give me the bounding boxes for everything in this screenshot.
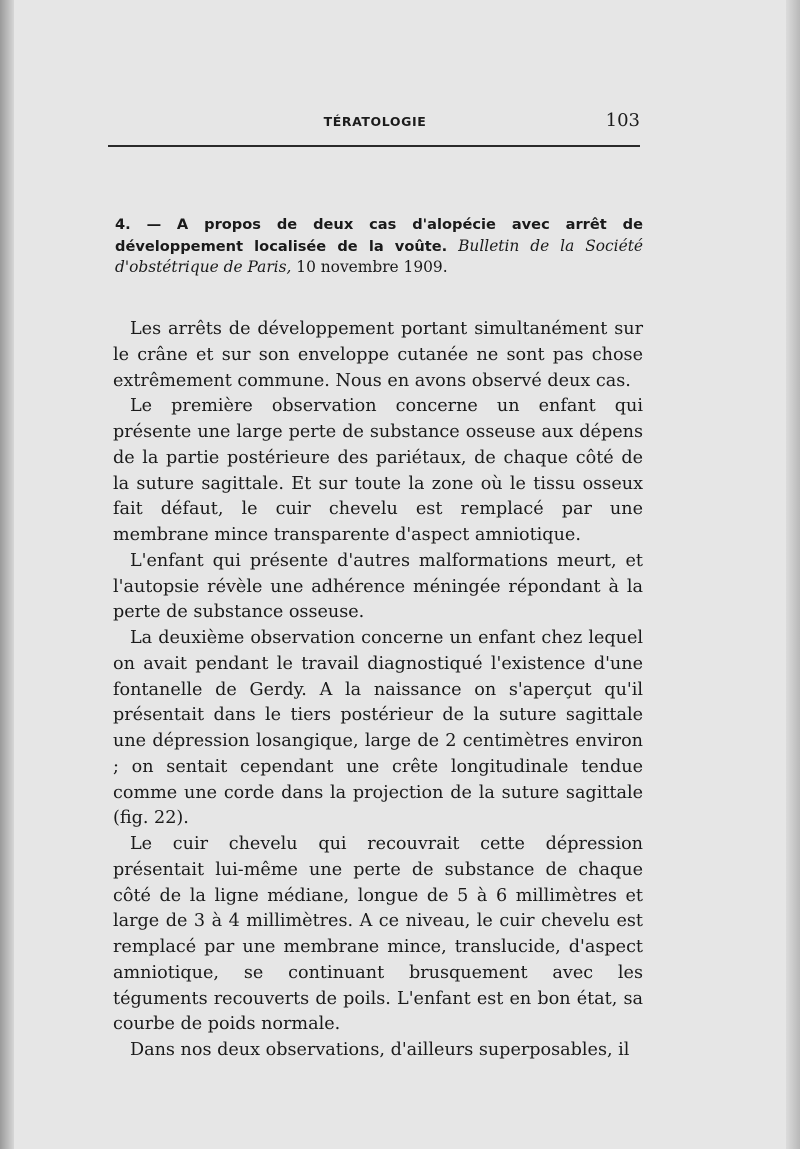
paragraph: La deuxième observation concerne un enfant chez lequel on avait pendant le travail diagnostiqué l'existence d'une fontanelle de Gerdy. A la naissance on s'aperçut qu'il présentait dans le tiers postérieur de la suture sagittale une dépression losangique, large de 2 centimètres environ ; on sentait cependant une crête longitudinale tendue comme une corde dans la projection de la suture sagittale (fig. 22). (113, 628, 643, 829)
paragraph: Dans nos deux observations, d'ailleurs superposables, il (130, 1040, 630, 1060)
paragraph: Le cuir chevelu qui recouvrait cette dépression présentait lui-même une perte de substance de chaque côté de la ligne médiane, longue de 5 à 6 millimètres et large de 3 à 4 millimètres. A ce niveau, le cuir chevelu est remplacé par une membrane mince, translucide, d'aspect amniotique, se continuant brusquement avec les téguments recouverts de poils. L'enfant est en bon état, sa courbe de poids normale. (113, 834, 643, 1035)
paragraph: Les arrêts de développement portant simultanément sur le crâne et sur son enveloppe cutanée ne sont pas chose extrêmement commune. Nous en avons observé deux cas. (113, 319, 643, 391)
entry-title: A propos de deux cas d'alopécie avec arrêt de développement localisée de la voûte. (115, 216, 643, 255)
entry-source: Bulletin de la Société d'obstétrique de Paris, (115, 236, 643, 276)
scan-shadow-right (786, 0, 800, 1149)
entry-number: 4. — (115, 216, 162, 233)
page-number: 103 (605, 110, 640, 131)
entry-date: 10 novembre 1909. (296, 258, 448, 276)
bibliography-entry (115, 214, 643, 278)
scan-shadow-left (0, 0, 14, 1149)
body-text (113, 317, 643, 1064)
running-title: TÉRATOLOGIE (323, 114, 427, 129)
paragraph: Le première observation concerne un enfant qui présente une large perte de substance osseuse aux dépens de la partie postérieure des pariétaux, de chaque côté de la suture sagittale. Et sur toute la zone où le tissu osseux fait défaut, le cuir chevelu est remplacé par une membrane mince transparente d'aspect amniotique. (113, 396, 643, 545)
running-head (110, 110, 640, 136)
header-rule (108, 145, 640, 147)
paragraph: L'enfant qui présente d'autres malformations meurt, et l'autopsie révèle une adhérence méningée répondant à la perte de substance osseuse. (113, 550, 643, 623)
